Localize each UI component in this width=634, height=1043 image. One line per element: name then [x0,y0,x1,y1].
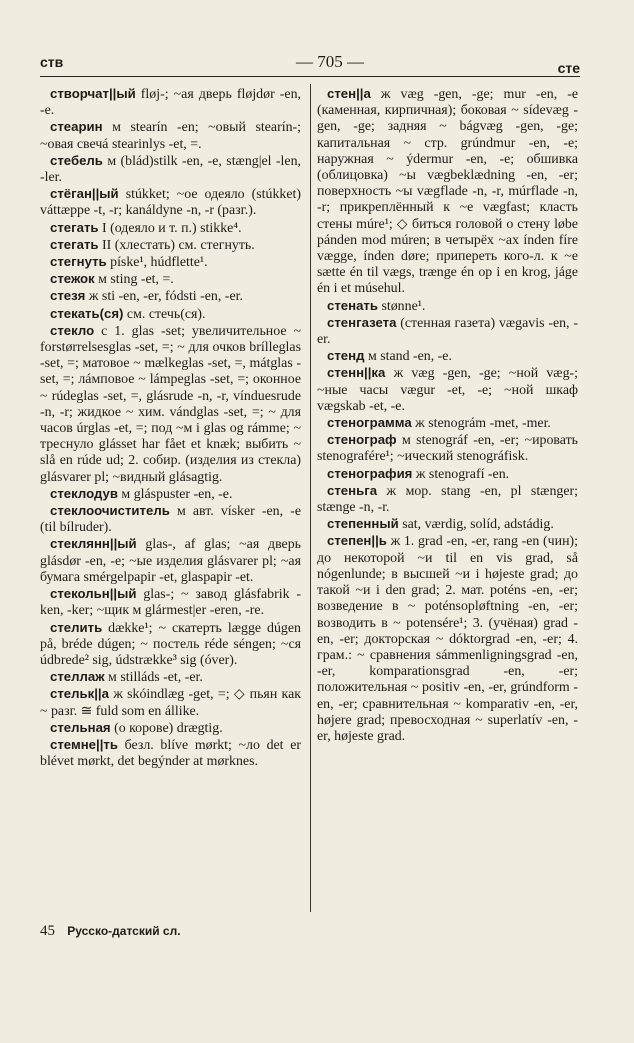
dictionary-entry [40,586,301,619]
dictionary-entry [40,686,301,719]
column-divider [310,84,311,912]
entry-definition: м (blád)stilk -en, -e, stæng|el -len, -ler. [40,153,301,186]
headword: стекать(ся) [50,305,124,321]
right-column [317,86,578,745]
headword: степенный [327,516,399,532]
entry-definition: glas-, af glas; ~ая дверь glásdør -en, -e; ~ые изделия glásvarer pl; ~ая бумага smérgelpapir -et, glaspapir -et. [40,537,301,585]
book-title: Русско-датский сл. [67,924,181,938]
dictionary-entry [317,466,578,483]
dictionary-entry [317,432,578,465]
headword: стенать [327,297,378,313]
headword: стеклянн||ый [50,536,137,552]
signature-number: 45 [40,923,55,939]
dictionary-entry [40,620,301,670]
entry-definition: II (хлестать) см. стегнуть. [98,237,255,253]
entry-definition: glas-; ~ завод glásfabrik -ken, -ker; ~щик м glármest|er -eren, -re. [40,587,301,619]
entry-definition: м gláspuster -en, -e. [117,486,233,502]
entry-definition: dække¹; ~ скатерть lægge dúgen på, bréde dúgen; ~ постель réde séngen; ~ся údbrede² sig, údstrække³ sig (óver). [40,620,301,668]
entry-definition: ж væg -gen, -ge; ~ной væg-; ~ные часы vægur -et, -e; ~ной шкаф vægskab -et, -e. [317,366,578,414]
headword: стегать [50,219,99,235]
page-number: — 705 — [296,52,364,71]
dictionary-entry [40,86,301,119]
entry-definition: м авт. vísker -en, -e (til bílruder). [40,504,301,536]
headword: стекло [50,322,95,338]
headword: стезя [50,288,86,304]
dictionary-entry [40,186,301,219]
dictionary-entry [40,720,301,737]
entry-definition: stúkket; ~ое одеяло (stúkket) váttæppe -t, -r; kanáldyne -n, -r (разг.). [40,187,301,219]
dictionary-entry [317,533,578,745]
header-rule [40,76,580,77]
entry-definition: (стенная газета) vægavis -en, -er. [317,315,578,348]
headword: степен||ь [327,533,387,549]
dictionary-entry [317,516,578,533]
dictionary-entry [40,271,301,288]
entry-definition: (о корове) drægtig. [110,720,223,736]
entry-definition: ж væg -gen, -ge; mur -en, -e (каменная, кирпичная); боковая ~ sídevæg -gen, -ge; задняя ~ bágvæg -gen, -ge; капитальная ~ стр. grúndmur -en, -e; наружная ~ ýdermur -en, -e; обшивка (облицовка) ~ы vægbeklædning -en, -er; поверхность ~ы vægflade -n, -r, múrflade -n, -r; прикреплённый к ~е vægfast; класть стены múre¹; ◇ биться головой о стену løbe pánden mod múren; в четырёх ~ах índen fíre vægge, índen døre; припереть кого-л. к ~е sætte én til vægs, trænge én op i en krog, jáge én i et músehul. [317,87,578,297]
dictionary-entry [40,119,301,152]
entry-definition: ж sti -en, -er, fódsti -en, -er. [85,289,243,305]
headword: стенограмма [327,415,412,431]
header-right-guide-word: сте [557,60,580,76]
entry-definition: безл. blíve mørkt; ~ло det er blévet mørkt, det begýnder at mørknes. [40,737,301,770]
dictionary-entry [40,486,301,503]
headword: стекольн||ый [50,586,137,602]
headword: стемне||ть [50,736,118,752]
entry-definition: с 1. glas -set; увеличительное ~ forstørrelsesglas -set, =; ~ для очков brílleglas -set, =; матовое ~ mælkeglas -set, =, mátglas -set, =; лáмповое ~ lámpeglas -set, =; оконное ~ rúdeglas -set, =, glásrude -n, -r, vínduesrude -n, -r; жидкое ~ хим. vándglas -set, =; ~ для часов úrglas -et, =; под ~м i glas og rámme; ~ треснуло glásset har fået et knæk; выбить ~ slå en rúde ud; 2. собир. (изделия из стекла) glásvarer pl; ~видный glásagtig. [40,323,301,485]
headword: стельк||а [50,686,109,702]
entry-definition: м stenográf -en, -er; ~ировать stenografére¹; ~ический stenográfisk. [317,433,578,465]
entry-definition: ж 1. grad -en, -er, rang -en (чин); до некоторой ~и til en vis grad, så nógenlunde; в высшей ~и i højeste grad; до такой ~и i den grad; 2. мат. poténs -en, -er; возведение в ~ poténsopløftning -en, -er; возводить в ~ potensére¹; 3. (учёная) grad -en, -er; докторская ~ dóktorgrad -en, -er; 4. грам.: ~ сравнения sámmenligningsgrad -en, -er, komparationsgrad -en, -er; положительная ~ positiv -en, -er, grúndform -en, -er; сравнительная ~ komparativ -en, -er, højere grad; превосходная ~ superlatív -en, -er, højeste grad. [317,534,578,744]
dictionary-entry [40,669,301,686]
entry-definition: píske¹, húdflette¹. [106,255,208,271]
dictionary-entry [40,323,301,486]
headword: стеклодув [50,485,118,501]
headword: стенд [327,348,365,364]
footer [40,923,181,940]
entry-definition: м sting -et, =. [94,272,174,288]
entry-definition: fløj-; ~ая дверь fløjdør -en, -e. [40,87,301,119]
dictionary-entry [317,298,578,315]
dictionary-entry [317,483,578,516]
dictionary-entry [317,415,578,432]
dictionary-entry [40,536,301,586]
headword: стен||а [327,86,371,101]
headword: стенгазета [327,314,397,330]
entry-definition: м stand -en, -e. [364,349,452,365]
headword: стенограф [327,432,397,448]
entry-definition: ж skóindlæg -get, =; ◇ пьян как ~ разг. ≅ fuld som en állike. [40,687,301,719]
headword: стельная [50,719,111,735]
headword: стегать [50,236,99,252]
dictionary-entry [317,348,578,365]
entry-definition: см. стечь(ся). [123,306,206,322]
dictionary-entry [40,737,301,770]
headword: стеклоочиститель [50,503,170,519]
headword: стегнуть [50,254,107,270]
dictionary-entry [317,315,578,348]
headword: стёган||ый [50,186,119,202]
entry-definition: ж stenografí -en. [412,466,510,482]
entry-definition: ж stenográm -met, -mer. [411,416,551,432]
headword: стежок [50,271,95,287]
entry-definition: м stearín -en; ~овый stearín-; ~овая свечá stearinlys -et, =. [40,120,301,152]
dictionary-entry [40,153,301,186]
dictionary-entry [40,254,301,271]
dictionary-entry [40,220,301,237]
entry-definition: I (одеяло и т. п.) stikke⁴. [98,220,242,236]
headword: стебель [50,152,103,168]
headword: стенн||ка [327,365,386,381]
entry-definition: stønne¹. [378,298,426,314]
headword: стеньга [327,482,378,498]
dictionary-entry [40,288,301,305]
dictionary-entry [40,306,301,323]
entry-definition: м stilláds -et, -er. [104,670,203,686]
headword: стеарин [50,119,103,135]
dictionary-entry [317,86,578,298]
entry-definition: ж мор. stang -en, pl stænger; stænge -n, -r. [317,483,578,516]
dictionary-entry [40,503,301,536]
headword: стелить [50,619,103,635]
entry-definition: sat, værdig, solíd, adstádig. [398,517,554,533]
headword: стеллаж [50,669,105,685]
dictionary-entry [317,365,578,415]
header-left-guide-word: ств [40,54,64,70]
dictionary-entry [40,237,301,254]
running-header [40,52,580,74]
left-column [40,86,301,770]
headword: створчат||ый [50,86,136,101]
headword: стенография [327,465,413,481]
